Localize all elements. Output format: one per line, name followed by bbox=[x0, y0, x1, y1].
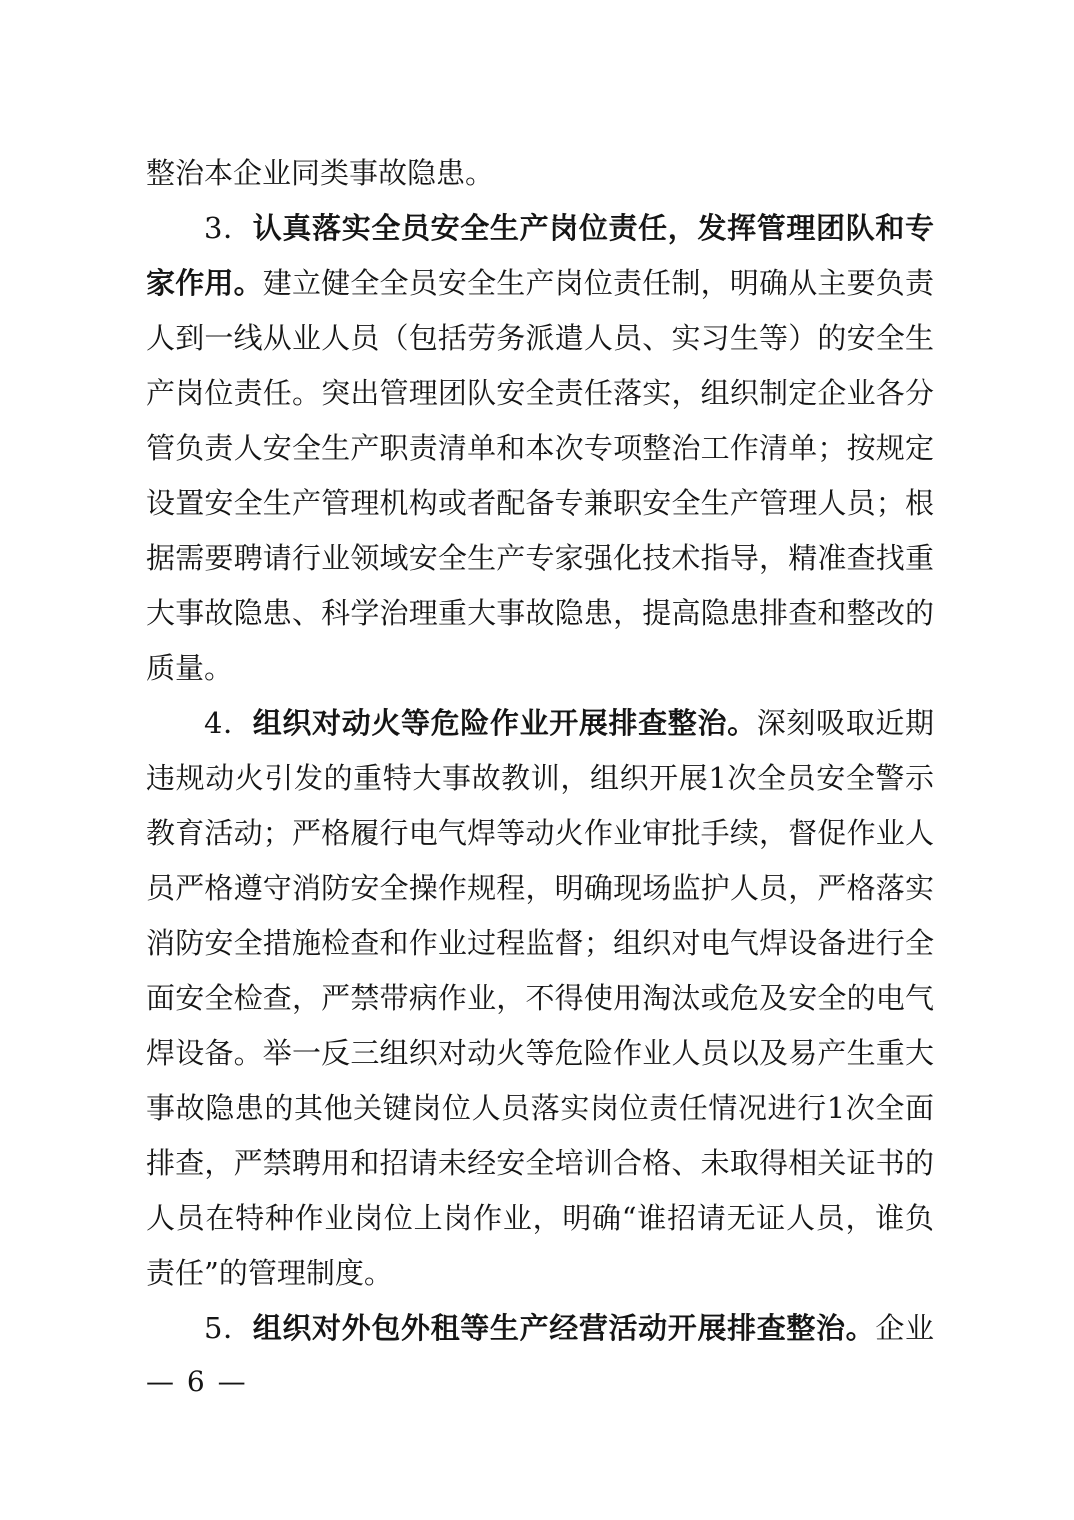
text-segment: 员严格遵守消防安全操作规程，明确现场监护人员，严格落实 bbox=[146, 871, 934, 905]
text-segment: 管负责人安全生产职责清单和本次专项整治工作清单；按规定 bbox=[146, 431, 934, 465]
text-line bbox=[146, 586, 934, 641]
text-segment: 组织对外包外租等生产经营活动开展排查整治。 bbox=[252, 1311, 876, 1345]
text-segment: 违规动火引发的重特大事故教训，组织开展1次全员安全警示 bbox=[146, 761, 934, 795]
text-line bbox=[146, 971, 934, 1026]
text-line bbox=[146, 311, 934, 366]
text-segment: 建立健全全员安全生产岗位责任制，明确从主要负责 bbox=[262, 266, 934, 300]
text-segment: 消防安全措施检查和作业过程监督；组织对电气焊设备进行全 bbox=[146, 926, 934, 960]
text-segment: 整治本企业同类事故隐患。 bbox=[146, 156, 495, 190]
text-segment: 教育活动；严格履行电气焊等动火作业审批手续，督促作业人 bbox=[146, 816, 934, 850]
text-segment: 焊设备。举一反三组织对动火等危险作业人员以及易产生重大 bbox=[146, 1036, 934, 1070]
text-segment: 家作用。 bbox=[146, 266, 263, 300]
text-line bbox=[146, 201, 934, 256]
text-segment: 深刻吸取近期 bbox=[756, 706, 934, 740]
text-segment: 5． bbox=[204, 1311, 253, 1345]
page-number: — 6 — bbox=[146, 1365, 248, 1398]
text-segment: 质量。 bbox=[146, 651, 234, 685]
text-line bbox=[146, 531, 934, 586]
text-segment: 人到一线从业人员（包括劳务派遣人员、实习生等）的安全生 bbox=[146, 321, 934, 355]
text-line bbox=[146, 1081, 934, 1136]
text-segment: 认真落实全员安全生产岗位责任，发挥管理团队和专 bbox=[252, 211, 934, 245]
text-line bbox=[146, 366, 934, 421]
text-segment: 事故隐患的其他关键岗位人员落实岗位责任情况进行1次全面 bbox=[146, 1091, 934, 1125]
text-segment: 组织对动火等危险作业开展排查整治。 bbox=[252, 706, 757, 740]
text-line bbox=[146, 146, 934, 201]
text-segment: 责任”的管理制度。 bbox=[146, 1256, 393, 1290]
text-segment: 大事故隐患、科学治理重大事故隐患，提高隐患排查和整改的 bbox=[146, 596, 934, 630]
text-segment: 设置安全生产管理机构或者配备专兼职安全生产管理人员；根 bbox=[146, 486, 934, 520]
text-line bbox=[146, 806, 934, 861]
text-line bbox=[146, 861, 934, 916]
text-line bbox=[146, 696, 934, 751]
text-line bbox=[146, 1136, 934, 1191]
text-segment: 4． bbox=[204, 706, 253, 740]
text-segment: 企业 bbox=[875, 1311, 934, 1345]
text-line bbox=[146, 916, 934, 971]
text-segment: 产岗位责任。突出管理团队安全责任落实，组织制定企业各分 bbox=[146, 376, 934, 410]
text-segment: 人员在特种作业岗位上岗作业，明确“谁招请无证人员，谁负 bbox=[146, 1201, 934, 1235]
text-line bbox=[146, 1246, 934, 1301]
text-line bbox=[146, 421, 934, 476]
text-line bbox=[146, 1191, 934, 1246]
text-segment: 面安全检查，严禁带病作业，不得使用淘汰或危及安全的电气 bbox=[146, 981, 934, 1015]
document-body bbox=[146, 146, 934, 1356]
text-line bbox=[146, 256, 934, 311]
text-segment: 3． bbox=[204, 211, 253, 245]
text-line bbox=[146, 641, 934, 696]
text-segment: 排查，严禁聘用和招请未经安全培训合格、未取得相关证书的 bbox=[146, 1146, 934, 1180]
text-line bbox=[146, 1026, 934, 1081]
text-line bbox=[146, 1301, 934, 1356]
text-line bbox=[146, 751, 934, 806]
text-segment: 据需要聘请行业领域安全生产专家强化技术指导，精准查找重 bbox=[146, 541, 934, 575]
text-line bbox=[146, 476, 934, 531]
